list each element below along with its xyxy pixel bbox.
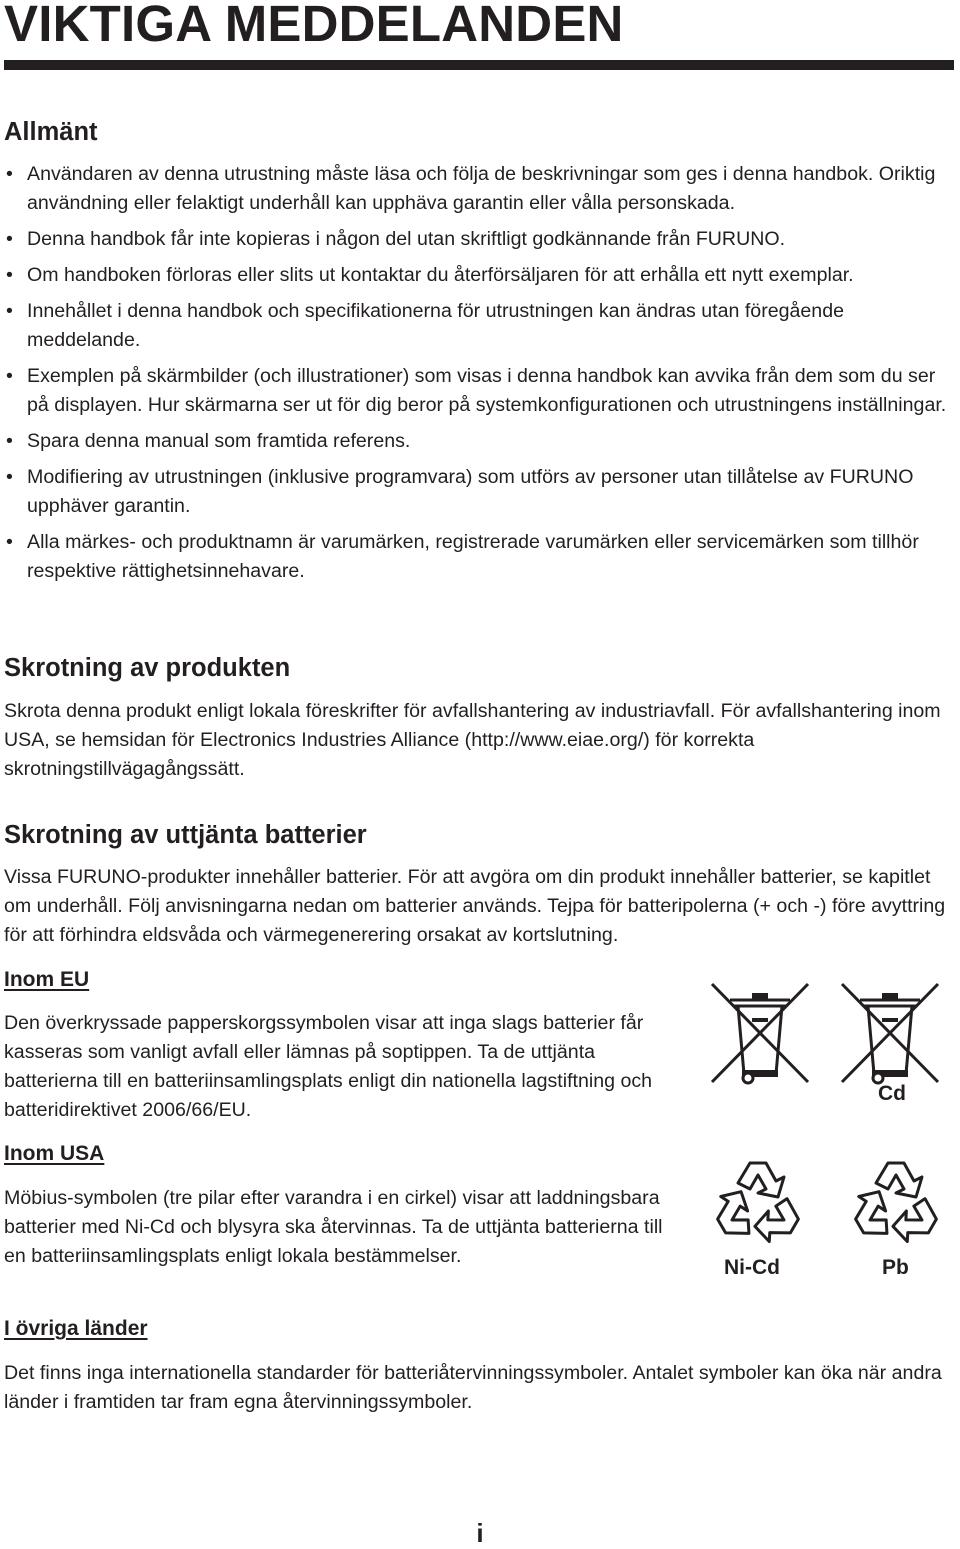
list-item: • Spara denna manual som framtida referens. bbox=[4, 427, 956, 456]
general-bullet-list bbox=[4, 160, 956, 593]
bullet-dot: • bbox=[6, 365, 13, 387]
pb-label: Pb bbox=[882, 1256, 909, 1279]
bullet-dot: • bbox=[6, 264, 13, 286]
section-heading-disposal: Skrotning av produkten bbox=[4, 654, 291, 682]
bullet-dot: • bbox=[6, 163, 13, 185]
bullet-dot: • bbox=[6, 228, 13, 250]
section-heading-general: Allmänt bbox=[4, 118, 98, 146]
list-item: • Innehållet i denna handbok och specifikationerna för utrustningen kan ändras utan föregående meddelande. bbox=[4, 297, 956, 355]
page-number: i bbox=[476, 1518, 484, 1548]
title-rule bbox=[4, 60, 954, 70]
disposal-paragraph: Skrota denna produkt enligt lokala föreskrifter för avfallshantering av industriavfall. För avfallshantering inom USA, se hemsidan för Electronics Industries Alliance (http://www.eiae.org/) för korrekta skrotningstillvägagångssätt. bbox=[4, 700, 941, 780]
page-title: VIKTIGA MEDDELANDEN bbox=[4, 0, 624, 52]
crossed-bin-icon bbox=[708, 980, 812, 1086]
list-item: • Exemplen på skärmbilder (och illustrationer) som visas i denna handbok kan avvika från dem som du ser på displayen. Hur skärmarna ser ut för dig beror på systemkonfigurationen och utrustningens inställningar. bbox=[4, 362, 956, 420]
list-item: • Användaren av denna utrustning måste läsa och följa de beskrivningar som ges i denna handbok. Oriktig användning eller felaktigt underhåll kan upphäva garantin eller vålla personskada. bbox=[4, 160, 956, 218]
other-paragraph: Det finns inga internationella standarder för batteriåtervinningssymboler. Antalet symboler kan öka när andra länder i framtiden tar fram egna återvinningssymboler. bbox=[4, 1362, 942, 1413]
eu-paragraph: Den överkryssade papperskorgssymbolen visar att inga slags batterier får kasseras som vanligt avfall eller lämnas på soptippen. Ta de uttjänta batterierna till en batteriinsamlingsplats enligt din nationella lagstiftning och batteridirektivet 2006/66/EU. bbox=[4, 1012, 653, 1121]
list-item: • Denna handbok får inte kopieras i någon del utan skriftligt godkännande från FURUNO. bbox=[4, 225, 956, 254]
subheading-eu: Inom EU bbox=[4, 968, 90, 991]
list-item: • Modifiering av utrustningen (inklusive programvara) som utförs av personer utan tillåtelse av FURUNO upphäver garantin. bbox=[4, 463, 956, 521]
bullet-dot: • bbox=[6, 300, 13, 322]
ni-cd-label: Ni-Cd bbox=[724, 1256, 780, 1279]
bullet-dot: • bbox=[6, 531, 13, 553]
list-item: • Om handboken förloras eller slits ut kontaktar du återförsäljaren för att erhålla ett nytt exemplar. bbox=[4, 261, 956, 290]
subheading-usa: Inom USA bbox=[4, 1142, 105, 1165]
subheading-other: I övriga länder bbox=[4, 1317, 148, 1340]
crossed-bin-cd-icon bbox=[838, 980, 942, 1086]
bullet-dot: • bbox=[6, 466, 13, 488]
cd-label: Cd bbox=[878, 1082, 906, 1105]
bullet-dot: • bbox=[6, 430, 13, 452]
usa-paragraph: Möbius-symbolen (tre pilar efter varandra i en cirkel) visar att laddningsbara batterier med Ni-Cd och blysyra ska återvinnas. Ta de uttjänta batterierna till en batteriinsamlingsplats enligt lokala bestämmelser. bbox=[4, 1187, 663, 1267]
recycle-icon bbox=[710, 1153, 806, 1249]
list-item: • Alla märkes- och produktnamn är varumärken, registrerade varumärken eller servicemärken som tillhör respektive rättighetsinnehavare. bbox=[4, 528, 956, 586]
batteries-paragraph: Vissa FURUNO-produkter innehåller batterier. För att avgöra om din produkt innehåller batterier, se kapitlet om underhåll. Följ anvisningarna nedan om batterier används. Tejpa för batteripolerna (+ och -) före avyttring för att förhindra eldsvåda och värmegenerering orsakat av kortslutning. bbox=[4, 866, 946, 946]
recycle-icon bbox=[848, 1153, 944, 1249]
section-heading-batteries: Skrotning av uttjänta batterier bbox=[4, 821, 367, 849]
